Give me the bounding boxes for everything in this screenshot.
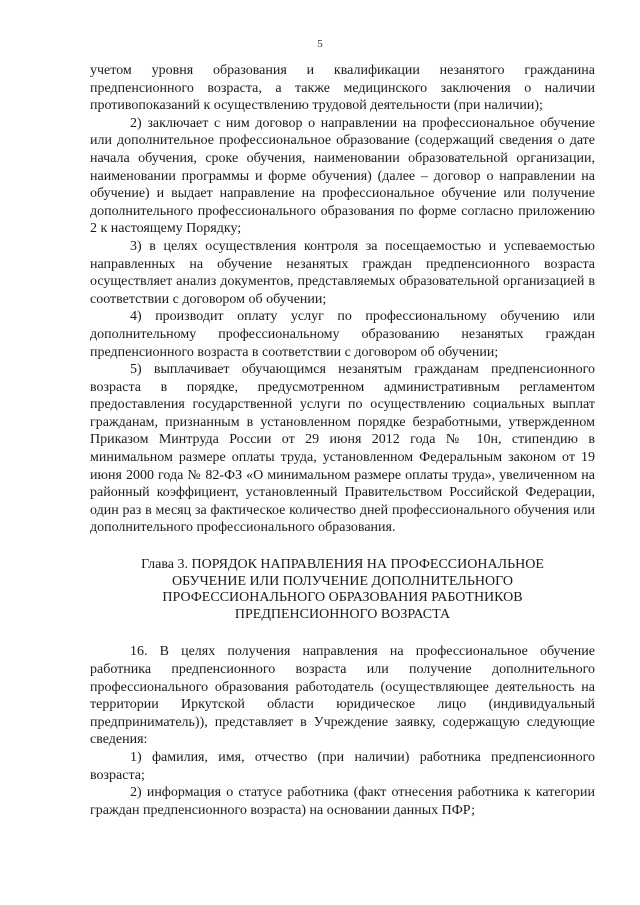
chapter-heading-line: ПРОФЕССИОНАЛЬНОГО ОБРАЗОВАНИЯ РАБОТНИКОВ bbox=[162, 590, 523, 606]
list-item-1: 1) фамилия, имя, отчество (при наличии) работника предпенсионного возраста; bbox=[90, 749, 595, 783]
chapter-heading-line: ОБУЧЕНИЕ ИЛИ ПОЛУЧЕНИЕ ДОПОЛНИТЕЛЬНОГО bbox=[172, 573, 513, 589]
chapter-heading-line: Глава 3. ПОРЯДОК НАПРАВЛЕНИЯ НА ПРОФЕССИОНАЛЬНОЕ bbox=[141, 557, 544, 573]
list-item-3: 3) в целях осуществления контроля за посещаемостью и успеваемостью направленных на обучение незанятых граждан предпенсионного возраста осуществляет анализ документов, представляемых образовательной организацией в соответствии с договором об обучении; bbox=[90, 238, 595, 307]
page-number: 5 bbox=[317, 38, 323, 50]
paragraph-continuation: учетом уровня образования и квалификации незанятого гражданина предпенсионного возраста, а также медицинского заключения о наличии противопоказаний к осуществлению трудовой деятельности (при наличии); bbox=[90, 63, 595, 114]
list-item-2: 2) заключает с ним договор о направлении на профессиональное обучение или дополнительное профессиональное образование (содержащий сведения о дате начала обучения, сроке обучения, наименовании образовательной организации, наименовании программы и форме обучения) (далее – договор о направлении на обучение) и выдает направление на профессиональное обучение или получение дополнительного профессионального образования по форме согласно приложению 2 к настоящему Порядку; bbox=[90, 115, 595, 237]
paragraph-16: 16. В целях получения направления на профессиональное обучение работника предпенсионного возраста или получение дополнительного профессионального образования работодатель (осуществляющее деятельность на территории Иркутской области юридическое лицо (индивидуальный предприниматель)), представляет в Учреждение заявку, содержащую следующие сведения: bbox=[90, 644, 595, 748]
chapter-heading-line: ПРЕДПЕНСИОННОГО ВОЗРАСТА bbox=[234, 606, 451, 622]
chapter-heading bbox=[90, 557, 595, 623]
list-item-2-bottom: 2) информация о статусе работника (факт отнесения работника к категории граждан предпенсионного возраста) на основании данных ПФР; bbox=[90, 785, 595, 818]
list-item-4: 4) производит оплату услуг по профессиональному обучению или дополнительному профессиональному образованию незанятых граждан предпенсионного возраста в соответствии с договором об обучении; bbox=[90, 309, 595, 360]
list-item-5: 5) выплачивает обучающимся незанятым гражданам предпенсионного возраста в порядке, предусмотренном административным регламентом предоставления государственной услуги по осуществлению социальных выплат гражданам, признанным в установленном порядке безработными, утвержденном Приказом Минтруда России от 29 июня 2012 года № 10н, стипендию в минимальном размере оплаты труда, установленном Федеральным законом от 19 июня 2000 года № 82-ФЗ «О минимальном размере оплаты труда», увеличенном на районный коэффициент, установленный Правительством Российской Федерации, один раз в месяц за фактическое количество дней профессионального обучения или дополнительного профессионального образования. bbox=[90, 362, 595, 536]
document-body bbox=[90, 62, 595, 819]
